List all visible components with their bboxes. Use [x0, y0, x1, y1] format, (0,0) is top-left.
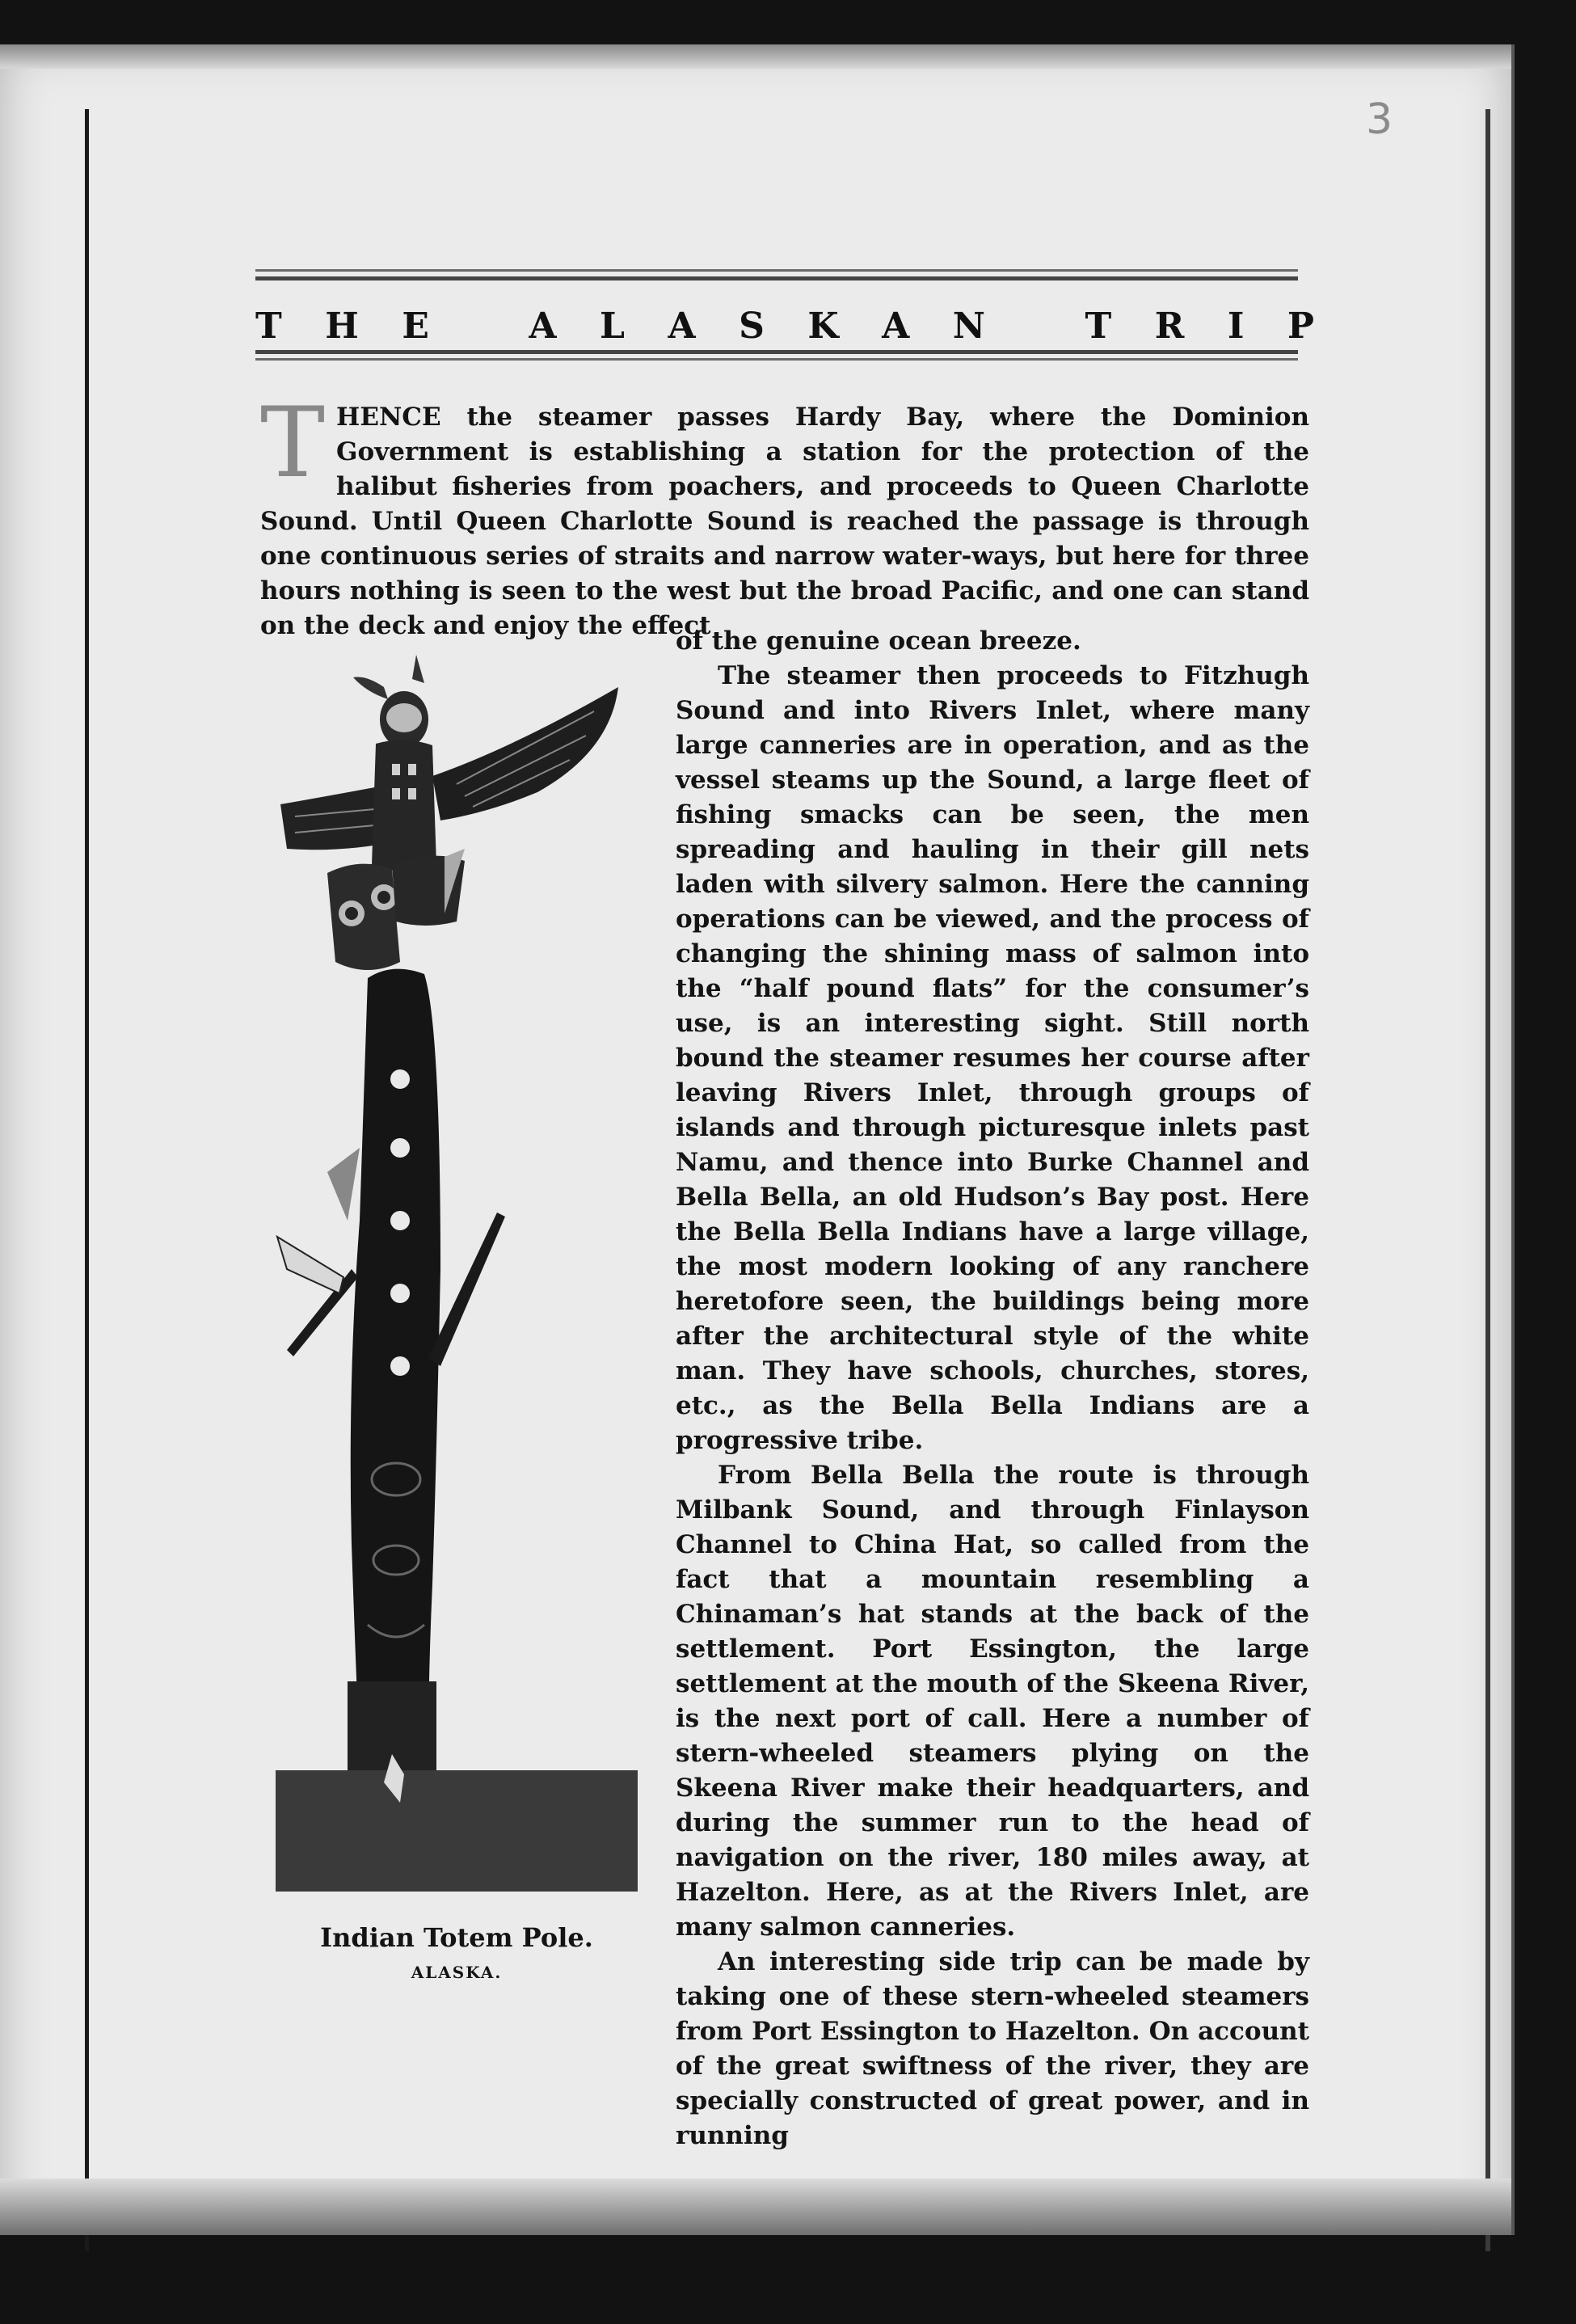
title-letter: K: [807, 305, 839, 347]
figure-subcaption: ALASKA.: [411, 1963, 503, 1982]
right-wing: [432, 687, 618, 820]
title-letter: T: [255, 305, 282, 347]
body-column: [676, 624, 1309, 2153]
header-rule-top-thick: [255, 276, 1298, 280]
title-letter: T: [1085, 305, 1112, 347]
header-rule-bottom-thick: [255, 350, 1298, 354]
bird-beak: [353, 677, 388, 700]
title-letter: I: [1227, 305, 1245, 347]
figure-caption: Indian Totem Pole.: [320, 1922, 593, 1953]
intro-paragraph: [260, 387, 1309, 643]
body-paragraph: The steamer then proceeds to Fitzhugh Sound and into Rivers Inlet, where many large canneries are in operation, and as the vessel steams up the Sound, a large fleet of fishing smacks can be seen, the men spreading and hauling in their gill nets laden with silvery salmon. Here the canning operations can be viewed, and the process of changing the shining mass of salmon into the “half pound flats” for the consumer’s use, is an interesting sight. Still north bound the steamer resumes her course after leaving Rivers Inlet, through groups of islands and through picturesque inlets past Namu, and thence into Burke Channel and Bella Bella, an old Hudson’s Bay post. Here the Bella Bella Indians have a large village, the most modern looking of any ranchere heretofore seen, the buildings being more after the architectural style of the white man. They have schools, churches, stores, etc., as the Bella Bella Indians are a progressive tribe.: [676, 661, 1309, 1455]
title-letter: S: [739, 305, 765, 347]
body-paragraph: An interesting side trip can be made by taking one of these stern-wheeled steamers from Port Essington to Hazelton. On account of the great swiftness of the river, they are specially constructed of great power, and in running: [676, 1947, 1309, 2150]
title-letter: R: [1154, 305, 1185, 347]
title-letter: N: [952, 305, 985, 347]
ground-block: [276, 1770, 638, 1892]
title-letter: H: [325, 305, 359, 347]
title-letter: A: [529, 305, 557, 347]
title-letter: L: [600, 305, 625, 347]
header-rule-bottom-thin: [255, 358, 1298, 361]
left-margin-rule: [85, 109, 89, 2251]
right-margin-rule: [1485, 109, 1490, 2251]
totem-pole-illustration: [271, 655, 643, 1900]
drop-cap: T: [260, 387, 326, 500]
title-letter: P: [1287, 305, 1314, 347]
running-title: [255, 297, 1314, 354]
title-letter: E: [402, 305, 429, 347]
title-letter: A: [882, 305, 910, 347]
bird-body: [372, 740, 436, 871]
page-number: 3: [1366, 95, 1393, 144]
body-paragraph: From Bella Bella the route is through Milbank Sound, and through Finlayson Channel to China Hat, so called from the fact that a mountain resembling a Chinaman’s hat stands at the back of the settlement. Port Essington, the large settlement at the mouth of the Skeena River, is the next port of call. Here a number of stern-wheeled steamers plying on the Skeena River make their headquarters, and during the summer run to the head of navigation on the river, 180 miles away, at Hazelton. Here, as at the Rivers Inlet, are many salmon canneries.: [676, 1461, 1309, 1942]
title-letter: A: [668, 305, 696, 347]
intro-text: HENCE the steamer passes Hardy Bay, where the Dominion Government is establishing a station for the protection of the halibut fisheries from poachers, and proceeds to Queen Charlotte Sound. Until Queen Charlotte Sound is reached the passage is through one continuous series of straits and narrow water-ways, but here for three hours nothing is seen to the west but the broad Pacific, and one can stand on the deck and enjoy the effect: [260, 403, 1309, 640]
continuation-line: of the genuine ocean breeze.: [676, 626, 1081, 656]
header-rule-top-thin: [255, 269, 1298, 272]
